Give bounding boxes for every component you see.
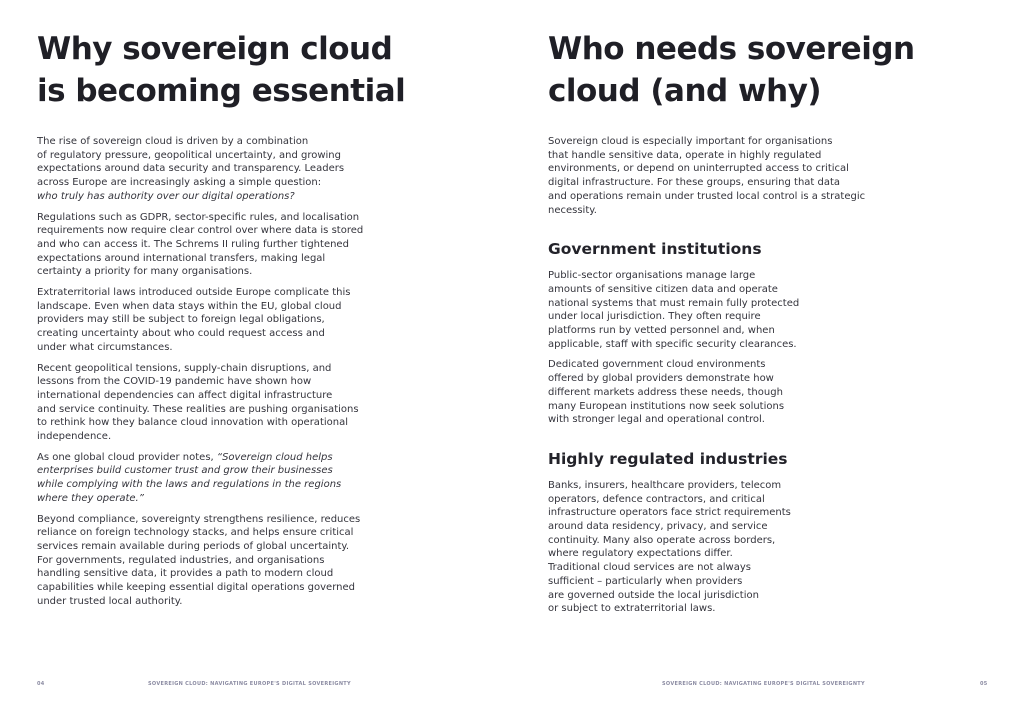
paragraph-text: As one global cloud provider notes,	[37, 451, 217, 463]
running-title: SOVEREIGN CLOUD: NAVIGATING EUROPE'S DIGITAL SOVEREIGNTY	[662, 681, 865, 687]
page-title: Why sovereign cloud is becoming essential	[37, 31, 406, 109]
italic-question: who truly has authority over our digital operations?	[37, 190, 295, 202]
running-title: SOVEREIGN CLOUD: NAVIGATING EUROPE'S DIGITAL SOVEREIGNTY	[148, 681, 351, 687]
paragraph: Extraterritorial laws introduced outside Europe complicate this landscape. Even when data stays within the EU, global cloud providers may still be subject to foreign legal obligations, creating uncertainty about who could request access and under what circumstances.	[37, 287, 351, 353]
paragraph: Regulations such as GDPR, sector-specific rules, and localisation requirements now require clear control over where data is stored and who can access it. The Schrems II ruling further tightened expectations around international transfers, making legal certainty a priority for many organisations.	[37, 211, 364, 278]
paragraph: Beyond compliance, sovereignty strengthens resilience, reduces reliance on foreign technology stacks, and helps ensure critical services remain available during periods of global uncertainty. For governments, regulated industries, and organisations handling sensitive data, it provides a path to modern cloud capabilities while keeping essential digital operations governed under trusted local authority.	[37, 513, 361, 607]
section-heading: Highly regulated industries	[548, 449, 788, 468]
section-heading: Government institutions	[548, 240, 762, 259]
paragraph: Public-sector organisations manage large amounts of sensitive citizen data and operate national systems that must remain fully protected under local jurisdiction. They often require platforms run by vetted personnel and, when applicable, staff with specific security clearances.	[548, 270, 800, 350]
page-number: 05	[980, 681, 988, 687]
quote: “Sovereign cloud helps enterprises build customer trust and grow their businesses while complying with the laws and regulations in the regions where they operate.”	[37, 451, 342, 504]
paragraph-text: The rise of sovereign cloud is driven by a combination of regulatory pressure, geopolitical uncertainty, and growing expectations around data security and transparency. Leaders across Europe are increasingly asking a simple question:	[37, 136, 345, 189]
paragraph: Dedicated government cloud environments offered by global providers demonstrate how different markets address these needs, though many European institutions now seek solutions with stronger legal and operational control.	[548, 359, 785, 426]
body-column	[548, 135, 888, 623]
intro-paragraph: Sovereign cloud is especially important for organisations that handle sensitive data, operate in highly regulated environments, or depend on uninterrupted access to critical digital infrastructure. For these groups, ensuring that data and operations remain under trusted local control is a strategic necessity.	[548, 136, 866, 216]
body-column	[37, 135, 377, 616]
right-page	[512, 0, 1024, 724]
page-number: 04	[37, 681, 45, 687]
paragraph	[37, 135, 377, 204]
paragraph	[37, 451, 377, 506]
page-title: Who needs sovereign cloud (and why)	[548, 31, 915, 109]
paragraph: Banks, insurers, healthcare providers, telecom operators, defence contractors, and critical infrastructure operators face strict requirements around data residency, privacy, and service continuity. Many also operate across borders, where regulatory expectations differ. Traditional cloud services are not always sufficient – particularly when providers are governed outside the local jurisdiction or subject to extraterritorial laws.	[548, 479, 791, 615]
paragraph: Recent geopolitical tensions, supply-chain disruptions, and lessons from the COVID-19 pandemic have shown how international dependencies can affect digital infrastructure and service continuity. These realities are pushing organisations to rethink how they balance cloud innovation with operational independence.	[37, 362, 359, 443]
